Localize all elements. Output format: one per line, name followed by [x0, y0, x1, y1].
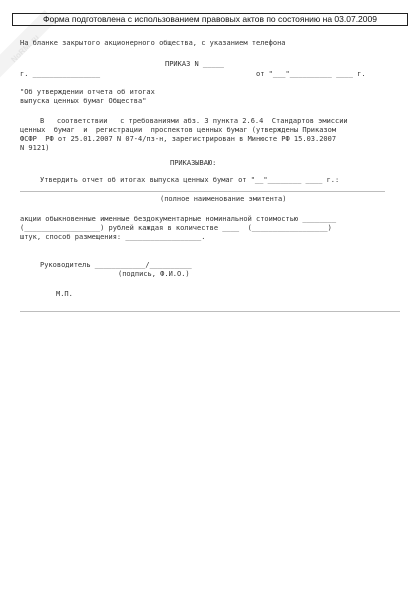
bottom-divider: [20, 311, 400, 312]
issuer-underline: [20, 191, 385, 192]
shares-line-1: акции обыкновенные именные бездокументарные номинальной стоимостью ________: [20, 215, 337, 223]
shares-line-2: (__________________) рублей каждая в количестве ____ (__________________): [20, 224, 332, 232]
document-header: Форма подготовлена с использованием правовых актов по состоянию на 03.07.2009: [12, 13, 408, 26]
preamble-line-3: ФСФР РФ от 25.01.2007 N 07-4/пз-н, зарегистрирован в Минюсте РФ 15.03.2007: [20, 135, 337, 143]
issuer-caption: (полное наименование эмитента): [160, 195, 287, 203]
date-line: от "___"__________ ____ г.: [256, 70, 366, 78]
shares-line-3: штук, способ размещения: __________________.: [20, 233, 206, 241]
order-title: ПРИКАЗ N _____: [165, 60, 225, 68]
order-word: ПРИКАЗЫВАЮ:: [170, 159, 217, 167]
subject-line-2: выпуска ценных бумаг Общества": [20, 97, 147, 105]
preamble-line-2: ценных бумаг и регистрации проспектов ценных бумаг (утверждены Приказом: [20, 126, 337, 134]
watermark-logo: NoRM. ru: [9, 32, 41, 65]
city-line: г. ________________: [20, 70, 101, 78]
signature-caption: (подпись, Ф.И.О.): [118, 270, 190, 278]
blank-note: На бланке закрытого акционерного общества, с указанием телефона: [20, 39, 286, 47]
signature-line: Руководитель ____________/__________: [40, 261, 192, 269]
preamble-line-1: В соответствии с требованиями абз. 3 пункта 2.6.4 Стандартов эмиссии: [40, 117, 348, 125]
preamble-line-4: N 9121): [20, 144, 50, 152]
stamp-mark: М.П.: [56, 290, 73, 298]
subject-line-1: "Об утверждении отчета об итогах: [20, 88, 155, 96]
approve-line: Утвердить отчет об итогах выпуска ценных бумаг от "__"________ ____ г.:: [40, 176, 340, 184]
